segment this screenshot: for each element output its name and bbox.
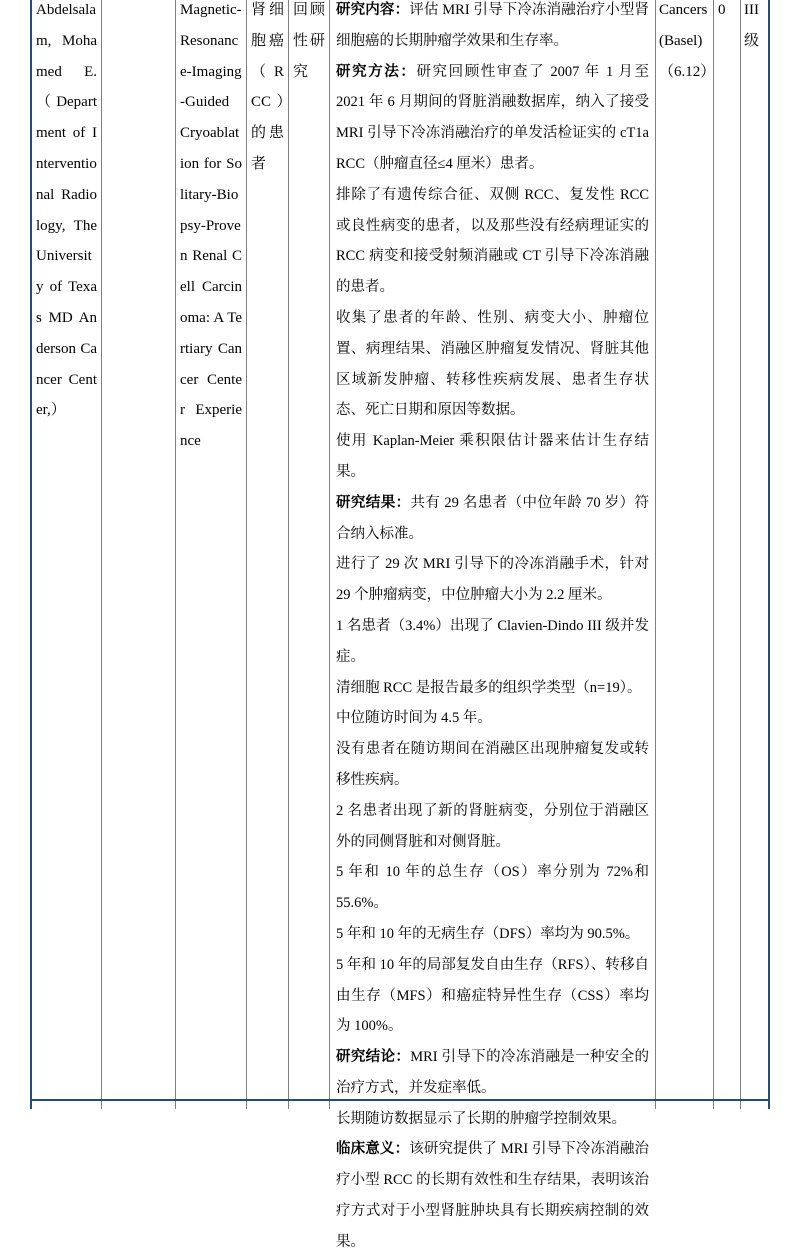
cell-empty [102, 0, 176, 1099]
cell-citations [714, 0, 741, 1099]
cell-journal [656, 0, 714, 1099]
paragraph-text: 没有患者在随访期间在消融区出现肿瘤复发或转移性疾病。 [336, 741, 649, 788]
summary-paragraph [336, 703, 649, 734]
cell-summary [330, 0, 656, 1250]
cell-author [32, 0, 102, 1099]
citations-text: 0 [718, 2, 726, 18]
table-row [30, 0, 770, 1250]
summary-paragraph [336, 673, 649, 704]
journal-text: Cancers (Basel)（6.12） [659, 2, 716, 80]
paragraph-text: MRI 引导下的冷冻消融是一种安全的治疗方式，并发症率低。 [336, 1049, 649, 1096]
paragraph-text: 进行了 29 次 MRI 引导下的冷冻消融手术，针对 29 个肿瘤病变，中位肿瘤大小为 2.2 厘米。 [336, 556, 649, 604]
paragraph-label: 研究方法： [336, 63, 417, 80]
paragraph-text: 清细胞 RCC 是报告最多的组织学类型（n=19）。 [336, 679, 642, 696]
stub-cell [102, 1101, 176, 1109]
paragraph-text: 1 名患者（3.4%）出现了 Clavien-Dindo III 级并发症。 [336, 617, 649, 665]
summary-paragraph [336, 919, 649, 950]
paragraph-text: 2 名患者出现了新的肾脏病变，分别位于消融区外的同侧肾脏和对侧肾脏。 [336, 802, 649, 850]
next-table-row-stub [30, 1101, 770, 1109]
paragraph-text: 收集了患者的年龄、性别、病变大小、肿瘤位置、病理结果、消融区肿瘤复发情况、肾脏其他区域新发肿瘤、转移性疾病发展、患者生存状态、死亡日期和原因等数据。 [336, 309, 649, 419]
paragraph-text: 研究回顾性审查了 2007 年 1 月至 2021 年 6 月期间的肾脏消融数据库，纳入了接受 MRI 引导下冷冻消融治疗的单发活检证实的 cT1a RCC（肿瘤直径≤4 厘米）患者。 [336, 63, 650, 172]
paragraph-text: 5 年和 10 年的无病生存（DFS）率均为 90.5%。 [336, 925, 640, 942]
author-text: Abdelsalam, Mohamed E.（Department of Interventional Radiology, The University of Texas MD Anderson Cancer Center,） [36, 2, 97, 419]
stub-cell [176, 1101, 247, 1109]
summary-paragraph [336, 303, 649, 426]
paragraph-text: 排除了有遗传综合征、双侧 RCC、复发性 RCC 或良性病变的患者，以及那些没有经病理证实的 RCC 病变和接受射频消融或 CT 引导下冷冻消融的患者。 [336, 186, 649, 296]
literature-review-table [30, 0, 770, 1250]
summary-paragraph [336, 426, 649, 488]
paragraph-label: 研究结论： [336, 1049, 411, 1066]
paragraph-text: 中位随访时间为 4.5 年。 [336, 710, 492, 727]
summary-text [336, 0, 649, 1258]
evidence-level-text: III 级 [744, 2, 760, 49]
paragraph-text: 评估 MRI 引导下冷冻消融治疗小型肾细胞癌的长期肿瘤学效果和生存率。 [336, 2, 649, 49]
paragraph-text: 长期随访数据显示了长期的肿瘤学控制效果。 [336, 1110, 626, 1127]
paragraph-text: 5 年和 10 年的总生存（OS）率分别为 72%和 55.6%。 [336, 864, 649, 912]
stub-cell [289, 1101, 330, 1109]
summary-paragraph [336, 549, 649, 611]
cell-evidence-level [741, 0, 768, 1099]
cell-article-title [176, 0, 247, 1099]
summary-paragraph [336, 734, 649, 796]
summary-paragraph [336, 57, 649, 180]
summary-paragraph [336, 1042, 649, 1104]
paragraph-label: 研究结果： [336, 494, 411, 511]
population-text: 肾细胞癌（RCC）的患者 [251, 2, 284, 172]
paragraph-text: 该研究提供了 MRI 引导下冷冻消融治疗小型 RCC 的长期有效性和生存结果，表明该治疗方式对于小型肾脏肿块具有长期疾病控制的效果。 [336, 1141, 649, 1250]
paragraph-text: 5 年和 10 年的局部复发自由生存（RFS）、转移自由生存（MFS）和癌症特异性生存（CSS）率均为 100%。 [336, 956, 649, 1035]
summary-paragraph [336, 1134, 649, 1257]
stub-cell [741, 1101, 768, 1109]
summary-paragraph [336, 950, 649, 1042]
summary-paragraph [336, 611, 649, 673]
study-design-text: 回顾性研究 [293, 2, 325, 80]
summary-paragraph [336, 796, 649, 858]
paragraph-label: 临床意义： [336, 1141, 410, 1158]
summary-paragraph [336, 0, 649, 57]
summary-paragraph [336, 488, 649, 550]
article-title-text: Magnetic-Resonance-Imaging-Guided Cryoablation for Solitary-Biopsy-Proven Renal Cell Carcinoma: A Tertiary Cancer Center Experience [180, 2, 242, 450]
paragraph-text: 共有 29 名患者（中位年龄 70 岁）符合纳入标准。 [336, 494, 650, 542]
stub-cell [714, 1101, 741, 1109]
stub-cell [330, 1101, 656, 1109]
stub-cell [247, 1101, 289, 1109]
stub-cell [656, 1101, 714, 1109]
cell-population [247, 0, 289, 1099]
stub-cell [32, 1101, 102, 1109]
cell-study-design [289, 0, 330, 1099]
paragraph-text: 使用 Kaplan-Meier 乘积限估计器来估计生存结果。 [336, 433, 649, 480]
paragraph-label: 研究内容： [336, 2, 410, 18]
summary-paragraph [336, 857, 649, 919]
summary-paragraph [336, 180, 649, 303]
